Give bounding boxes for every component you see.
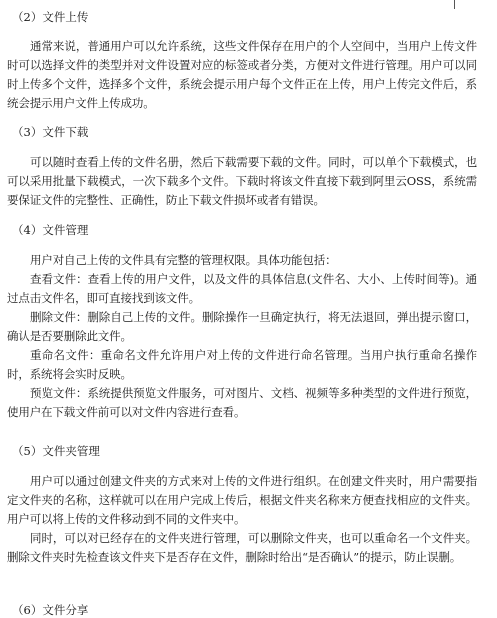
- section-heading-file-management: （4）文件管理: [12, 223, 89, 237]
- paragraph-preview-file: 预览文件：系统提供预览文件服务，可对图片、文档、视频等多种类型的文件进行预览，使用户在下载文件前可以对文件内容进行查看。: [7, 386, 477, 419]
- section-heading-file-download: （3）文件下载: [12, 125, 89, 139]
- section-heading-file-upload: （2）文件上传: [12, 10, 89, 24]
- paragraph-folder-manage: 同时，可以对已经存在的文件夹进行管理，可以删除文件夹，也可以重命名一个文件夹。删除文件夹时先检查该文件夹下是否存在文件，删除时给出“是否确认”的提示，防止误删。: [7, 531, 477, 564]
- paragraph-delete-file: 删除文件：删除自己上传的文件。删除操作一旦确定执行，将无法退回，弹出提示窗口，确认是否要删除此文件。: [7, 310, 477, 343]
- paragraph-file-download: 可以随时查看上传的文件名册，然后下载需要下载的文件。同时，可以单个下载模式，也可以采用批量下载模式，一次下载多个文件。下载时将该文件直接下载到阿里云OSS，系统需要保证文件的完整性、正确性，防止下载文件损坏或者有错误。: [7, 155, 477, 207]
- text-cursor: [454, 0, 455, 9]
- section-heading-file-share: （6）文件分享: [12, 603, 89, 617]
- paragraph-folder-create: 用户可以通过创建文件夹的方式来对上传的文件进行组织。在创建文件夹时，用户需要指定文件夹的名称，这样就可以在用户完成上传后，根据文件夹名称来方便查找相应的文件夹。用户可以将上传的文件移动到不同的文件夹中。: [7, 474, 477, 526]
- section-heading-folder-management: （5）文件夹管理: [12, 444, 100, 458]
- paragraph-view-file: 查看文件：查看上传的用户文件，以及文件的具体信息(文件名、大小、上传时间等)。通过点击文件名，即可直接找到该文件。: [7, 272, 477, 305]
- paragraph-management-intro: 用户对自己上传的文件具有完整的管理权限。具体功能包括：: [30, 253, 337, 267]
- paragraph-rename-file: 重命名文件：重命名文件允许用户对上传的文件进行命名管理。当用户执行重命名操作时，系统将会实时反映。: [7, 348, 477, 381]
- paragraph-file-upload: 通常来说，普通用户可以允许系统，这些文件保存在用户的个人空间中，当用户上传文件时可以选择文件的类型并对文件设置对应的标签或者分类，方便对文件进行管理。用户可以同时上传多个文件，选择多个文件，系统会提示用户每个文件正在上传，用户上传完文件后，系统会提示用户文件上传成功。: [7, 39, 477, 110]
